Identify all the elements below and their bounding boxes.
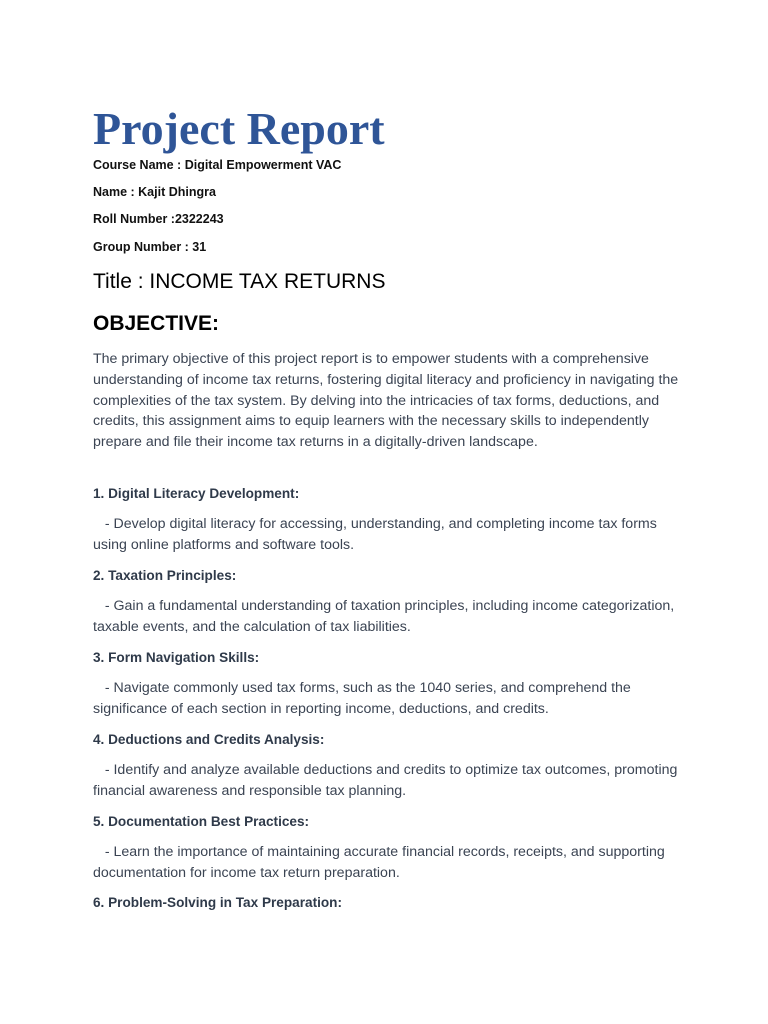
item-heading: 2. Taxation Principles: bbox=[93, 568, 237, 583]
student-name: Name : Kajit Dhingra bbox=[93, 185, 216, 199]
item-body: - Learn the importance of maintaining accurate financial records, receipts, and supporting documentation for income tax return preparation. bbox=[93, 844, 669, 881]
item-heading: 6. Problem-Solving in Tax Preparation: bbox=[93, 895, 343, 910]
course-name: Course Name : Digital Empowerment VAC bbox=[93, 158, 342, 172]
item-heading: 1. Digital Literacy Development: bbox=[93, 486, 300, 501]
item-body: - Identify and analyze available deductions and credits to optimize tax outcomes, promoting financial awareness and responsible tax planning. bbox=[93, 762, 682, 799]
report-heading: Project Report bbox=[93, 103, 385, 154]
item-heading: 3. Form Navigation Skills: bbox=[93, 650, 260, 665]
group-number: Group Number : 31 bbox=[93, 240, 207, 254]
objective-heading: OBJECTIVE: bbox=[93, 312, 220, 335]
roll-number: Roll Number :2322243 bbox=[93, 212, 224, 226]
item-body: - Develop digital literacy for accessing, understanding, and completing income tax forms using online platforms and software tools. bbox=[93, 516, 661, 553]
item-body: - Gain a fundamental understanding of taxation principles, including income categorization, taxable events, and the calculation of tax liabilities. bbox=[93, 598, 679, 635]
item-heading: 5. Documentation Best Practices: bbox=[93, 814, 310, 829]
intro-paragraph: The primary objective of this project report is to empower students with a comprehensive understanding of income tax returns, fostering digital literacy and proficiency in navigating the complexities of the tax system. By delving into the intricacies of tax forms, deductions, and credits, this assignment aims to equip learners with the necessary skills to independently prepare and file their income tax returns in a digitally-driven landscape. bbox=[93, 351, 679, 451]
item-heading: 4. Deductions and Credits Analysis: bbox=[93, 732, 325, 747]
document-title: Title : INCOME TAX RETURNS bbox=[93, 270, 386, 293]
item-body: - Navigate commonly used tax forms, such as the 1040 series, and comprehend the significance of each section in reporting income, deductions, and credits. bbox=[93, 680, 635, 717]
